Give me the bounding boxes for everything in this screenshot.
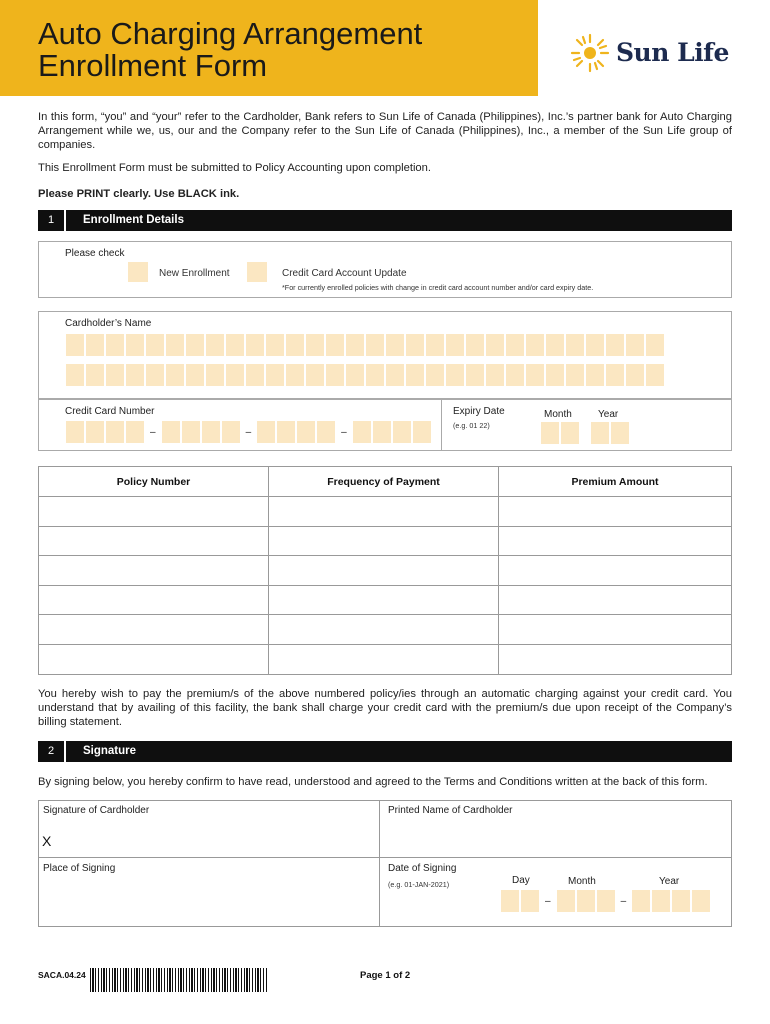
printed-name-label: Printed Name of Cardholder	[388, 805, 513, 816]
input-cell[interactable]	[526, 334, 544, 356]
input-cell[interactable]	[646, 364, 664, 386]
day-label: Day	[512, 875, 530, 886]
title-line-2: Enrollment Form	[38, 48, 268, 83]
input-cell[interactable]	[606, 334, 624, 356]
input-cell[interactable]	[66, 421, 84, 443]
input-cell[interactable]	[586, 334, 604, 356]
expiry-example: (e.g. 01 22)	[453, 421, 490, 430]
input-cell[interactable]	[166, 364, 184, 386]
input-cell[interactable]	[386, 334, 404, 356]
input-cell[interactable]	[222, 421, 240, 443]
input-cell[interactable]	[646, 334, 664, 356]
input-cell[interactable]	[246, 364, 264, 386]
frequency-cell[interactable]	[269, 585, 499, 615]
input-cell[interactable]	[597, 890, 615, 912]
input-cell[interactable]	[126, 334, 144, 356]
date-of-signing-field[interactable]	[501, 890, 710, 912]
input-cell[interactable]	[632, 890, 650, 912]
frequency-cell[interactable]	[269, 644, 499, 674]
frequency-header: Frequency of Payment	[269, 467, 499, 497]
input-cell[interactable]	[393, 421, 411, 443]
premium-amount-cell[interactable]	[499, 556, 732, 586]
expiry-date-label: Expiry Date	[453, 406, 505, 417]
input-cell[interactable]	[86, 364, 104, 386]
policy-table	[38, 466, 732, 675]
input-cell[interactable]	[306, 334, 324, 356]
input-cell[interactable]	[373, 421, 391, 443]
cc-dash: –	[245, 426, 252, 438]
input-cell[interactable]	[692, 890, 710, 912]
input-cell[interactable]	[611, 422, 629, 444]
policy-row	[39, 497, 732, 527]
input-cell[interactable]	[557, 890, 575, 912]
input-cell[interactable]	[346, 334, 364, 356]
cc-dash: –	[150, 426, 156, 438]
input-cell[interactable]	[406, 334, 424, 356]
new-enrollment-checkbox[interactable]	[128, 262, 148, 282]
submit-note: This Enrollment Form must be submitted to Policy Accounting upon completion.	[38, 162, 431, 174]
input-cell[interactable]	[346, 364, 364, 386]
cardholder-name-row-2[interactable]	[66, 364, 664, 386]
input-cell[interactable]	[182, 421, 200, 443]
input-cell[interactable]	[106, 364, 124, 386]
input-cell[interactable]	[561, 422, 579, 444]
signature-vdivider	[379, 800, 380, 927]
cc-dash: –	[341, 426, 347, 438]
input-cell[interactable]	[486, 364, 504, 386]
section-2-bar	[38, 741, 732, 762]
policy-row	[39, 585, 732, 615]
printed-name-field[interactable]	[388, 820, 728, 854]
expiry-month-label: Month	[544, 409, 572, 420]
date-example: (e.g. 01-JAN-2021)	[388, 880, 450, 889]
page-number: Page 1 of 2	[360, 970, 411, 981]
input-cell[interactable]	[672, 890, 690, 912]
cardholder-name-row-1[interactable]	[66, 334, 664, 356]
input-cell[interactable]	[246, 334, 264, 356]
input-cell[interactable]	[566, 334, 584, 356]
input-cell[interactable]	[126, 421, 144, 443]
input-cell[interactable]	[206, 364, 224, 386]
input-cell[interactable]	[66, 364, 84, 386]
credit-card-divider	[441, 399, 442, 451]
policy-number-cell[interactable]	[39, 526, 269, 556]
input-cell[interactable]	[546, 364, 564, 386]
please-check-label: Please check	[65, 248, 125, 259]
policy-number-cell[interactable]	[39, 644, 269, 674]
form-code: SACA.04.24	[38, 970, 86, 980]
page-title	[38, 18, 422, 82]
input-cell[interactable]	[166, 334, 184, 356]
premium-amount-cell[interactable]	[499, 585, 732, 615]
input-cell[interactable]	[426, 364, 444, 386]
definitions-text: In this form, “you” and “your” refer to the Cardholder, Bank refers to Sun Life of Canada (Philippines), Inc.’s partner bank for Auto Charging Arrangement while we, us, our and the Company refer to the Sun Life of Canada (Philippines), Inc., a member of the Sun Life group of companies.	[38, 111, 732, 151]
input-cell[interactable]	[186, 364, 204, 386]
input-cell[interactable]	[526, 364, 544, 386]
premium-amount-cell[interactable]	[499, 526, 732, 556]
place-field[interactable]	[43, 878, 373, 923]
title-line-1: Auto Charging Arrangement	[38, 16, 423, 51]
input-cell[interactable]	[286, 334, 304, 356]
date-dash: –	[620, 895, 627, 907]
cc-update-note: *For currently enrolled policies with change in credit card account number and/or card expiry date.	[282, 283, 594, 292]
new-enrollment-label: New Enrollment	[159, 268, 230, 279]
print-note: Please PRINT clearly. Use BLACK ink.	[38, 188, 240, 200]
input-cell[interactable]	[606, 364, 624, 386]
cc-update-checkbox[interactable]	[247, 262, 267, 282]
date-year-label: Year	[659, 876, 680, 887]
input-cell[interactable]	[521, 890, 539, 912]
logo-text: Sun Life	[616, 38, 729, 67]
credit-card-number-label: Credit Card Number	[65, 406, 155, 417]
policy-number-cell[interactable]	[39, 497, 269, 527]
input-cell[interactable]	[501, 890, 519, 912]
policy-number-cell[interactable]	[39, 556, 269, 586]
policy-row	[39, 556, 732, 586]
policy-row	[39, 644, 732, 674]
input-cell[interactable]	[146, 334, 164, 356]
policy-row	[39, 615, 732, 645]
input-cell[interactable]	[466, 334, 484, 356]
input-cell[interactable]	[566, 364, 584, 386]
input-cell[interactable]	[353, 421, 371, 443]
input-cell[interactable]	[86, 421, 104, 443]
signature-x-mark: X	[42, 833, 52, 849]
input-cell[interactable]	[286, 364, 304, 386]
input-cell[interactable]	[446, 364, 464, 386]
input-cell[interactable]	[506, 334, 524, 356]
input-cell[interactable]	[426, 334, 444, 356]
input-cell[interactable]	[366, 334, 384, 356]
section-2-title: Signature	[83, 745, 137, 757]
input-cell[interactable]	[297, 421, 315, 443]
date-dash: –	[545, 895, 551, 907]
input-cell[interactable]	[202, 421, 220, 443]
section-1-title: Enrollment Details	[83, 214, 184, 226]
signature-hdivider	[38, 857, 732, 858]
input-cell[interactable]	[577, 890, 595, 912]
expiry-year-input[interactable]	[591, 422, 629, 444]
premium-amount-cell[interactable]	[499, 497, 732, 527]
input-cell[interactable]	[162, 421, 180, 443]
confirm-text: By signing below, you hereby confirm to have read, understood and agreed to the Terms and Conditions written at the back of this form.	[38, 776, 708, 788]
cc-update-label: Credit Card Account Update	[282, 268, 407, 279]
frequency-cell[interactable]	[269, 556, 499, 586]
date-month-label: Month	[568, 876, 596, 887]
input-cell[interactable]	[66, 334, 84, 356]
signature-field[interactable]	[55, 812, 375, 854]
input-cell[interactable]	[226, 334, 244, 356]
input-cell[interactable]	[106, 334, 124, 356]
input-cell[interactable]	[446, 334, 464, 356]
input-cell[interactable]	[546, 334, 564, 356]
policy-number-header: Policy Number	[39, 467, 269, 497]
input-cell[interactable]	[266, 364, 284, 386]
input-cell[interactable]	[591, 422, 609, 444]
input-cell[interactable]	[413, 421, 431, 443]
credit-card-number-field[interactable]	[66, 421, 431, 443]
input-cell[interactable]	[406, 364, 424, 386]
frequency-cell[interactable]	[269, 497, 499, 527]
policy-number-cell[interactable]	[39, 585, 269, 615]
section-2-number: 2	[38, 741, 66, 762]
input-cell[interactable]	[86, 334, 104, 356]
input-cell[interactable]	[466, 364, 484, 386]
date-label: Date of Signing	[388, 863, 457, 874]
input-cell[interactable]	[317, 421, 335, 443]
policy-row	[39, 526, 732, 556]
input-cell[interactable]	[206, 334, 224, 356]
input-cell[interactable]	[126, 364, 144, 386]
input-cell[interactable]	[106, 421, 124, 443]
input-cell[interactable]	[386, 364, 404, 386]
input-cell[interactable]	[586, 364, 604, 386]
input-cell[interactable]	[626, 334, 644, 356]
signature-label: Signature of Cardholder	[43, 805, 150, 816]
input-cell[interactable]	[506, 364, 524, 386]
input-cell[interactable]	[226, 364, 244, 386]
input-cell[interactable]	[626, 364, 644, 386]
input-cell[interactable]	[652, 890, 670, 912]
input-cell[interactable]	[257, 421, 275, 443]
cardholder-name-label: Cardholder’s Name	[65, 318, 152, 329]
input-cell[interactable]	[326, 364, 344, 386]
input-cell[interactable]	[541, 422, 559, 444]
agreement-text: You hereby wish to pay the premium/s of the above numbered policy/ies through an automatic charging against your credit card. You understand that by availing of this facility, the bank shall charge your credit card with the premium/s due upon receipt of the Company’s billing statement.	[38, 688, 732, 728]
place-label: Place of Signing	[43, 863, 116, 874]
input-cell[interactable]	[146, 364, 164, 386]
input-cell[interactable]	[277, 421, 295, 443]
frequency-cell[interactable]	[269, 615, 499, 645]
input-cell[interactable]	[366, 364, 384, 386]
premium-amount-cell[interactable]	[499, 615, 732, 645]
input-cell[interactable]	[486, 334, 504, 356]
expiry-month-input[interactable]	[541, 422, 579, 444]
section-1-number: 1	[38, 210, 66, 231]
premium-amount-header: Premium Amount	[499, 467, 732, 497]
barcode	[90, 968, 268, 992]
policy-number-cell[interactable]	[39, 615, 269, 645]
input-cell[interactable]	[306, 364, 324, 386]
input-cell[interactable]	[186, 334, 204, 356]
input-cell[interactable]	[326, 334, 344, 356]
frequency-cell[interactable]	[269, 526, 499, 556]
sun-logo-icon	[570, 33, 610, 73]
premium-amount-cell[interactable]	[499, 644, 732, 674]
policy-table-header	[39, 467, 732, 497]
expiry-year-label: Year	[598, 409, 619, 420]
input-cell[interactable]	[266, 334, 284, 356]
